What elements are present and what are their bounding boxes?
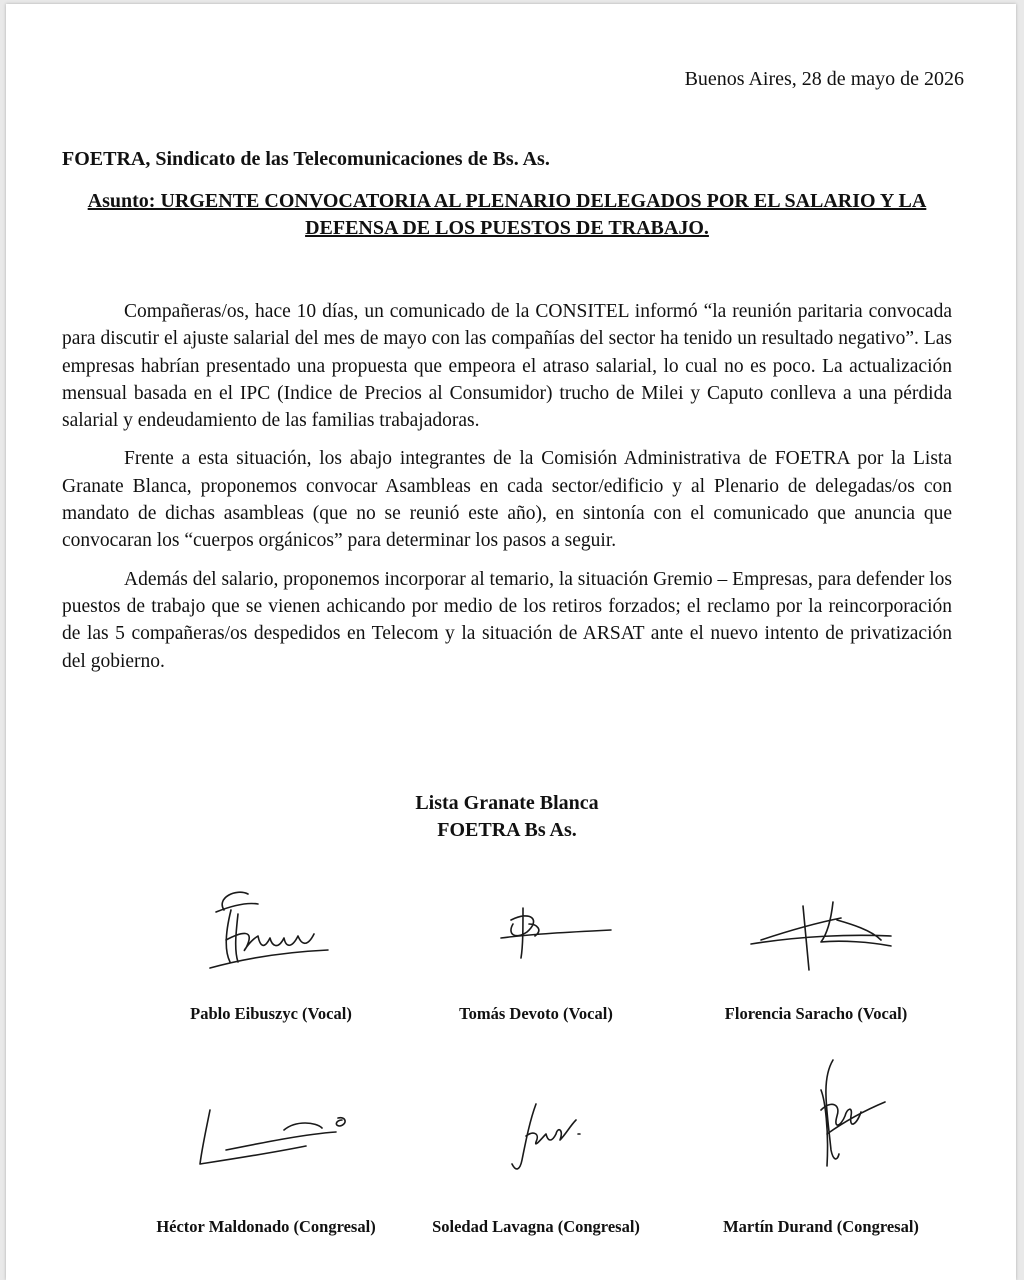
letter-closing <box>262 790 752 844</box>
closing-line-2: FOETRA Bs As. <box>437 819 577 841</box>
signature-block <box>396 1090 676 1240</box>
signature-block <box>396 880 676 1030</box>
body-paragraph: Además del salario, proponemos incorporar al temario, la situación Gremio – Empresas, para defender los puestos de trabajo que se vienen achicando por medio de los retiros forzados; el reclamo por la reincorporación de las 5 compañeras/os despedidos en Telecom y la situación de ARSAT ante el nuevo intento de privatización del gobierno. <box>62 568 952 672</box>
handwritten-signature <box>186 880 356 980</box>
signature-block <box>676 880 956 1030</box>
handwritten-signature <box>741 1050 901 1180</box>
signature-block <box>681 1050 961 1240</box>
letter-date: Buenos Aires, 28 de mayo de 2026 <box>684 68 964 90</box>
handwritten-signature <box>456 1090 616 1190</box>
handwritten-signature <box>721 880 911 980</box>
body-paragraph: Compañeras/os, hace 10 días, un comunicado de la CONSITEL informó “la reunión paritaria convocada para discutir el ajuste salarial del mes de mayo con las compañías del sector ha tenido un resultado negativo”. Las empresas habrían presentado una propuesta que empeora el atraso salarial, lo cual no es poco. La actualización mensual basada en el IPC (Indice de Precios al Consumidor) trucho de Milei y Caputo conlleva a una pérdida salarial y endeudamiento de las familias trabajadoras. <box>62 301 952 432</box>
signature-block <box>126 1090 406 1240</box>
signatory-name: Soledad Lavagna (Congresal) <box>432 1217 640 1236</box>
signatory-name: Pablo Eibuszyc (Vocal) <box>190 1004 352 1023</box>
letter-subject: Asunto: URGENTE CONVOCATORIA AL PLENARIO DELEGADOS POR EL SALARIO Y LA DEFENSA DE LOS PUESTOS DE TRABAJO. <box>87 190 927 239</box>
signatory-name: Florencia Saracho (Vocal) <box>724 1004 908 1023</box>
signatory-name: Martín Durand (Congresal) <box>723 1217 919 1236</box>
letter-body <box>62 298 952 686</box>
handwritten-signature <box>451 880 621 980</box>
signatory-name: Tomás Devoto (Vocal) <box>459 1004 613 1023</box>
closing-line-1: Lista Granate Blanca <box>415 792 599 814</box>
signatory-name: Héctor Maldonado (Congresal) <box>156 1217 376 1236</box>
signature-block <box>131 880 411 1030</box>
handwritten-signature <box>166 1090 366 1190</box>
body-paragraph: Frente a esta situación, los abajo integrantes de la Comisión Administrativa de FOETRA por la Lista Granate Blanca, proponemos convocar Asambleas en cada sector/edificio y al Plenario de delegadas/os con mandato de dichas asambleas (que no se reunió este año), en sintonía con el comunicado que anuncia que convocaran los “cuerpos orgánicos” para determinar los pasos a seguir. <box>62 448 952 552</box>
letter-recipient: FOETRA, Sindicato de las Telecomunicaciones de Bs. As. <box>62 148 550 170</box>
